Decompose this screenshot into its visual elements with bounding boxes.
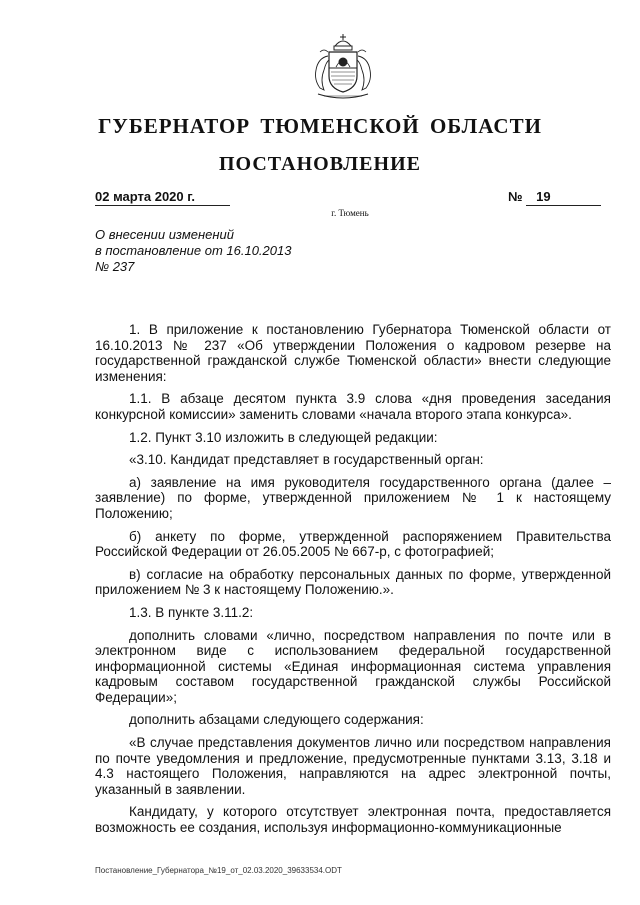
document-body xyxy=(95,322,611,843)
document-type-heading: ПОСТАНОВЛЕНИЕ xyxy=(219,153,421,175)
subject-line: О внесении изменений xyxy=(95,227,234,242)
document-number xyxy=(508,189,604,206)
body-paragraph: дополнить словами «лично, посредством направления по почте или в электронном виде с использованием федеральной государственной информационной системы «Единая информационная система управления кадровым составом государственной гражданской службы Российской Федерации»; xyxy=(95,627,611,705)
body-paragraph: 1.1. В абзаце десятом пункта 3.9 слова «дня проведения заседания конкурсной комиссии» заменить словами «начала второго этапа конкурса». xyxy=(95,391,611,422)
coat-of-arms-icon xyxy=(298,32,388,104)
footer-filename: Постановление_Губернатора_№19_от_02.03.2020_39633534.ODT xyxy=(95,866,342,875)
subject-line: в постановление от 16.10.2013 xyxy=(95,243,292,258)
body-paragraph: а) заявление на имя руководителя государственного органа (далее – заявление) по форме, утвержденной приложением № 1 к настоящему Положению; xyxy=(95,474,611,521)
number-value: 19 xyxy=(526,189,601,206)
number-label: № xyxy=(508,189,523,204)
body-paragraph: 1. В приложение к постановлению Губернатора Тюменской области от 16.10.2013 № 237 «Об утверждении Положения о кадровом резерве на государственной гражданской службе Тюменской области» внести следующие изменения: xyxy=(95,322,611,384)
document-subject xyxy=(95,227,291,275)
body-paragraph: «3.10. Кандидат представляет в государственный орган: xyxy=(129,452,484,468)
document-date: 02 марта 2020 г. xyxy=(95,189,230,206)
body-paragraph: «В случае представления документов лично или посредством направления по почте уведомления и предложение, предусмотренные пунктами 3.13, 3.18 и 4.3 настоящего Положения, направляются на адрес электронной почты, указанный в заявлении. xyxy=(95,735,611,797)
place-of-issue: г. Тюмень xyxy=(331,208,369,218)
subject-line: № 237 xyxy=(95,259,135,274)
body-paragraph: б) анкету по форме, утвержденной распоряжением Правительства Российской Федерации от 26.05.2005 № 667-р, с фотографией; xyxy=(95,528,611,560)
body-paragraph: в) согласие на обработку персональных данных по форме, утвержденной приложением № 3 к настоящему Положению.». xyxy=(95,566,611,598)
body-paragraph: Кандидату, у которого отсутствует электронная почта, предоставляется возможность ее создания, используя информационно-коммуникационные xyxy=(95,804,611,836)
body-paragraph: 1.3. В пункте 3.11.2: xyxy=(129,604,254,620)
issuing-authority-heading: ГУБЕРНАТОР ТЮМЕНСКОЙ ОБЛАСТИ xyxy=(98,114,542,138)
body-paragraph: дополнить абзацами следующего содержания: xyxy=(129,712,424,728)
body-paragraph: 1.2. Пункт 3.10 изложить в следующей редакции: xyxy=(129,429,438,445)
